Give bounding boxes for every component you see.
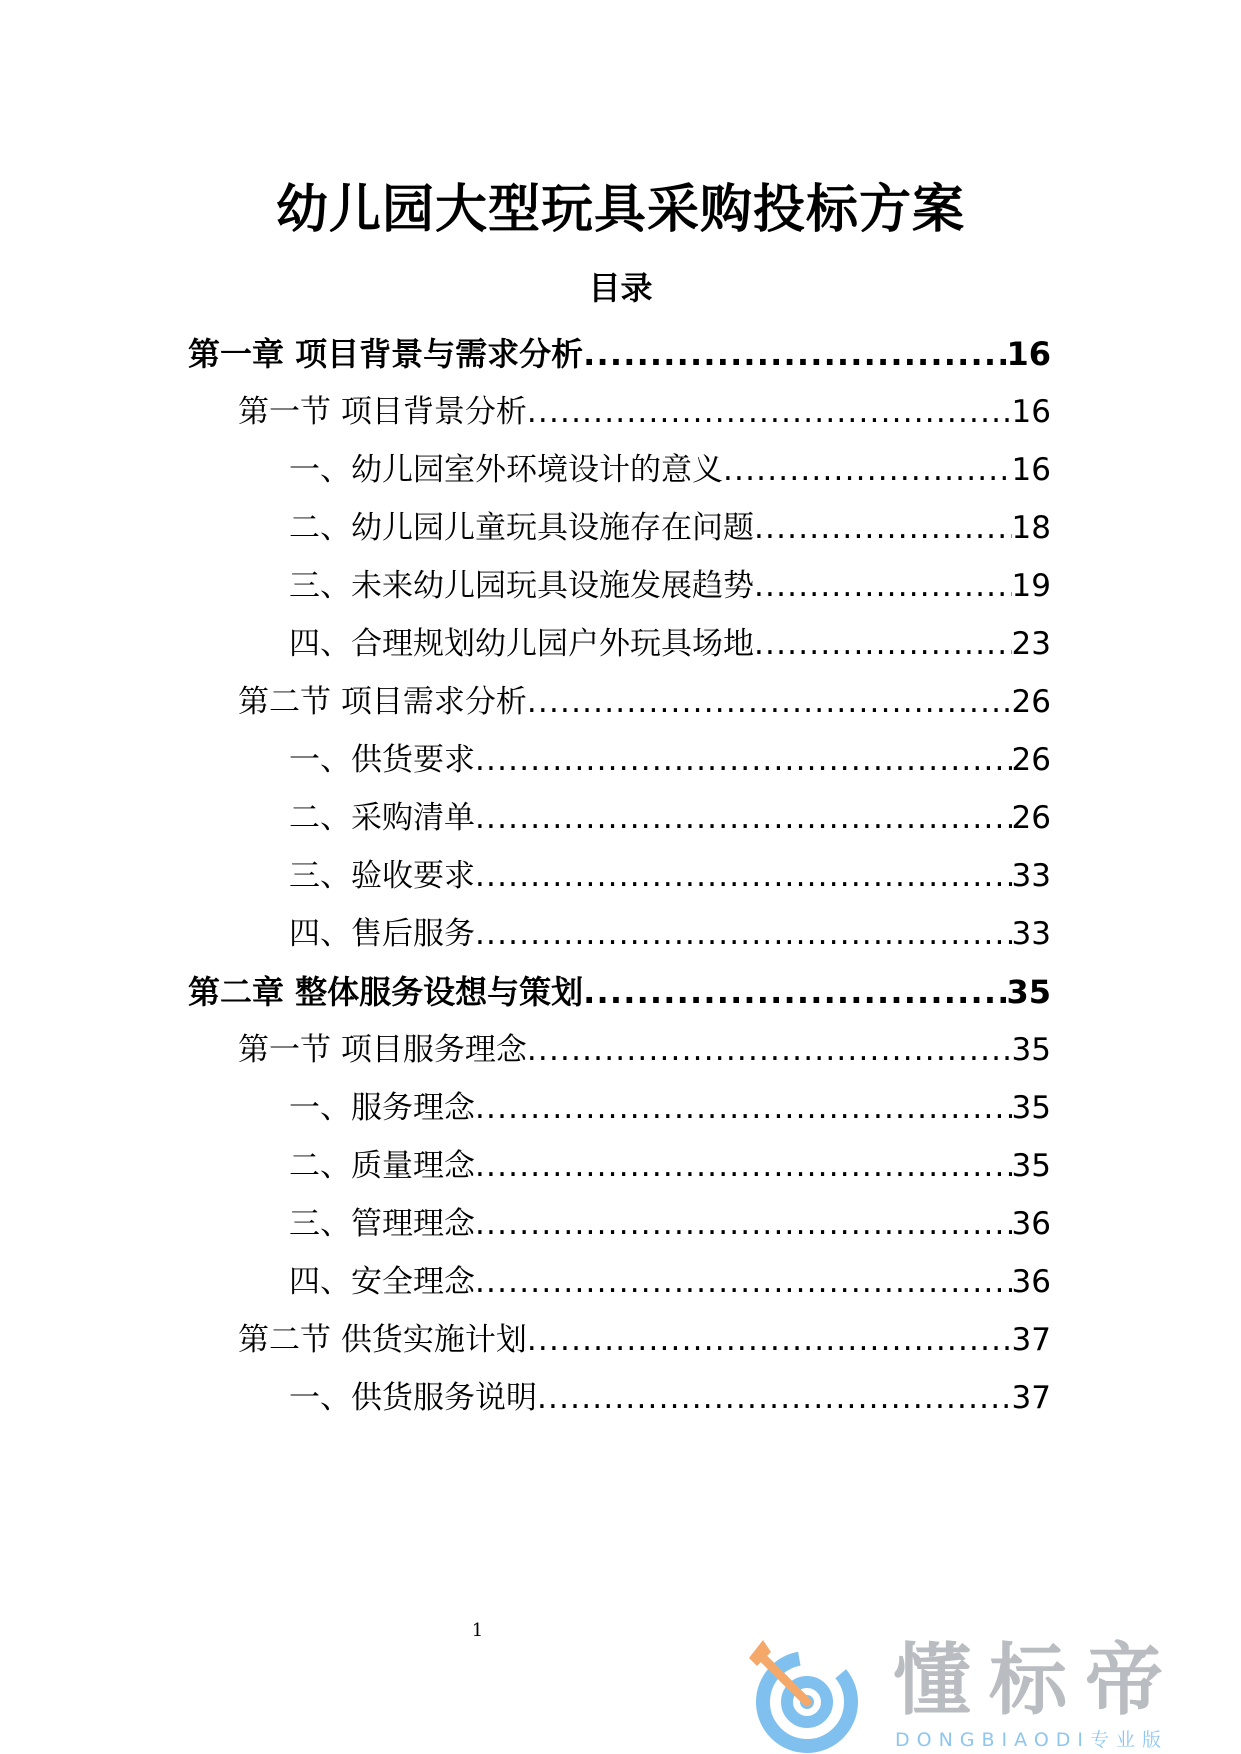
toc-leader-dots: [527, 388, 1012, 436]
toc-entry-page: 37: [1011, 1322, 1051, 1358]
toc-leader-dots: [754, 562, 1012, 610]
watermark-logo: [745, 1636, 1215, 1754]
toc-entry-text: 三、验收要求: [289, 858, 475, 894]
toc-leader-dots: [527, 1316, 1012, 1364]
toc-leader-dots: [754, 620, 1012, 668]
toc-entry-text: 第一节 项目背景分析: [238, 394, 527, 430]
toc-entry-chapter[interactable]: [188, 968, 1051, 1016]
toc-entry-text: 四、售后服务: [289, 916, 475, 952]
toc-entry-page: 19: [1011, 568, 1051, 604]
toc-leader-dots: [723, 446, 1012, 494]
toc-leader-dots: [475, 1142, 1012, 1190]
toc-entry-subsection[interactable]: [289, 736, 1051, 784]
toc-entry-text: 四、合理规划幼儿园户外玩具场地: [289, 626, 754, 662]
toc-entry-page: 37: [1011, 1380, 1051, 1416]
target-arrow-icon: [745, 1636, 865, 1754]
toc-entry-page: 35: [1006, 973, 1051, 1011]
toc-leader-dots: [537, 1374, 1012, 1422]
toc-entry-subsection[interactable]: [289, 794, 1051, 842]
toc-entry-page: 26: [1011, 800, 1051, 836]
toc-entry-text: 一、幼儿园室外环境设计的意义: [289, 452, 723, 488]
toc-entry-page: 16: [1011, 394, 1051, 430]
toc-leader-dots: [754, 504, 1012, 552]
toc-entry-text: 三、未来幼儿园玩具设施发展趋势: [289, 568, 754, 604]
toc-entry-text: 第二节 供货实施计划: [238, 1322, 527, 1358]
toc-leader-dots: [475, 736, 1012, 784]
toc-leader-dots: [583, 968, 1006, 1016]
toc-entry-subsection[interactable]: [289, 852, 1051, 900]
toc-leader-dots: [475, 1258, 1012, 1306]
toc-entry-text: 一、供货服务说明: [289, 1380, 537, 1416]
toc-entry-text: 三、管理理念: [289, 1206, 475, 1242]
toc-leader-dots: [475, 1200, 1012, 1248]
toc-entry-subsection[interactable]: [289, 1142, 1051, 1190]
toc-entry-page: 16: [1006, 335, 1051, 373]
toc-leader-dots: [475, 794, 1012, 842]
toc-entry-subsection[interactable]: [289, 910, 1051, 958]
toc-entry-page: 35: [1011, 1032, 1051, 1068]
toc-entry-text: 第一章 项目背景与需求分析: [188, 335, 584, 373]
toc-entry-text: 一、服务理念: [289, 1090, 475, 1126]
toc-entry-page: 26: [1011, 684, 1051, 720]
toc-leader-dots: [527, 1026, 1012, 1074]
toc-entry-page: 18: [1011, 510, 1051, 546]
document-title: 幼儿园大型玩具采购投标方案: [275, 180, 965, 240]
watermark-subtitle: DONGBIAODI专业版: [895, 1729, 1169, 1751]
toc-leader-dots: [583, 330, 1006, 378]
toc-entry-text: 一、供货要求: [289, 742, 475, 778]
toc-entry-section[interactable]: [238, 388, 1051, 436]
toc-entry-subsection[interactable]: [289, 1374, 1051, 1422]
toc-entry-subsection[interactable]: [289, 1084, 1051, 1132]
toc-entry-text: 二、幼儿园儿童玩具设施存在问题: [289, 510, 754, 546]
toc-entry-subsection[interactable]: [289, 504, 1051, 552]
toc-entry-subsection[interactable]: [289, 446, 1051, 494]
toc-entry-section[interactable]: [238, 1026, 1051, 1074]
toc-heading: 目录: [588, 269, 653, 307]
page-number: 1: [471, 1620, 484, 1641]
toc-entry-text: 四、安全理念: [289, 1264, 475, 1300]
toc-entry-page: 36: [1011, 1264, 1051, 1300]
toc-leader-dots: [475, 910, 1012, 958]
toc-entry-page: 35: [1011, 1148, 1051, 1184]
toc-entry-page: 26: [1011, 742, 1051, 778]
toc-entry-subsection[interactable]: [289, 562, 1051, 610]
toc-entry-text: 第一节 项目服务理念: [238, 1032, 527, 1068]
toc-entry-text: 第二章 整体服务设想与策划: [188, 973, 584, 1011]
toc-entry-page: 36: [1011, 1206, 1051, 1242]
toc-leader-dots: [527, 678, 1012, 726]
toc-entry-text: 第二节 项目需求分析: [238, 684, 527, 720]
toc-entry-section[interactable]: [238, 678, 1051, 726]
toc-entry-section[interactable]: [238, 1316, 1051, 1364]
toc-entry-subsection[interactable]: [289, 1200, 1051, 1248]
toc-entry-page: 35: [1011, 1090, 1051, 1126]
toc-entry-page: 23: [1011, 626, 1051, 662]
toc-entry-page: 33: [1011, 916, 1051, 952]
toc-entry-subsection[interactable]: [289, 620, 1051, 668]
toc-entry-page: 16: [1011, 452, 1051, 488]
toc-entry-text: 二、采购清单: [289, 800, 475, 836]
toc-leader-dots: [475, 852, 1012, 900]
toc-entry-subsection[interactable]: [289, 1258, 1051, 1306]
toc-leader-dots: [475, 1084, 1012, 1132]
watermark-brand: 懂标帝: [893, 1636, 1182, 1726]
toc-entry-chapter[interactable]: [188, 330, 1051, 378]
toc-entry-page: 33: [1011, 858, 1051, 894]
toc-entry-text: 二、质量理念: [289, 1148, 475, 1184]
